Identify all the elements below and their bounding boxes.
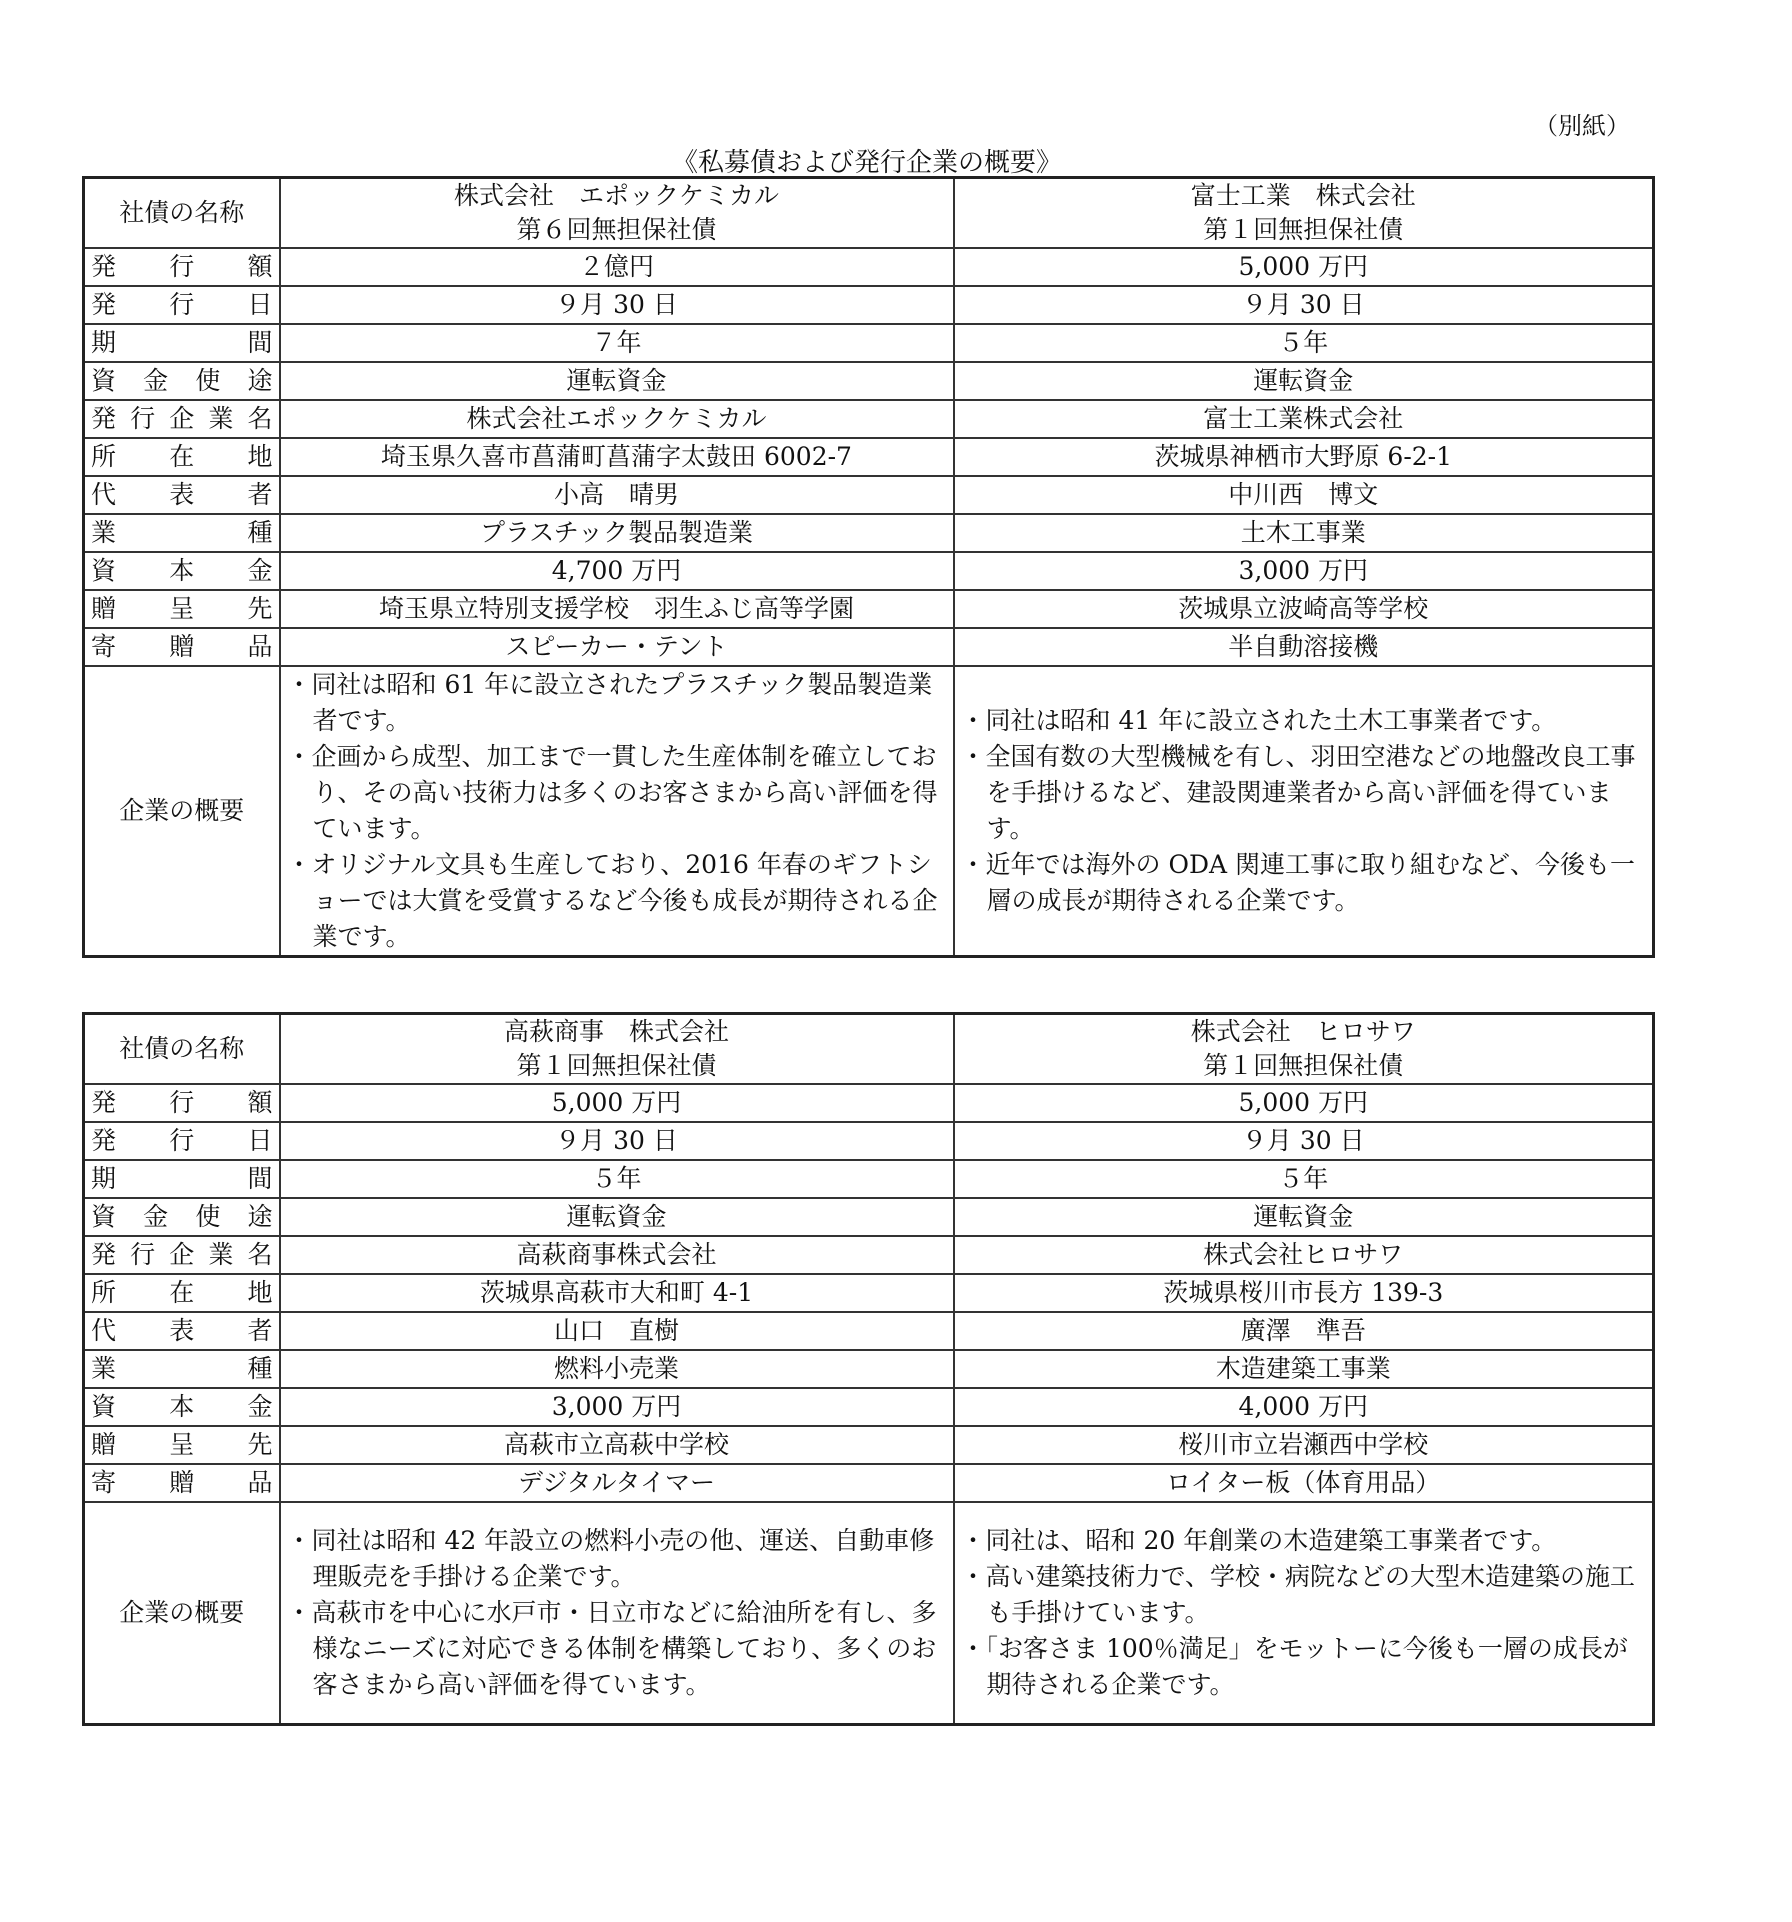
row-use-of-funds [84,1198,1654,1236]
label-industry: 業種 [84,514,280,552]
label-donation: 寄贈品 [84,1464,280,1502]
left-issuer: 株式会社エポックケミカル [280,400,954,438]
row-recipient [84,1426,1654,1464]
right-use-of-funds: 運転資金 [954,1198,1654,1236]
row-use-of-funds [84,362,1654,400]
label-overview: 企業の概要 [84,666,280,957]
left-recipient: 高萩市立高萩中学校 [280,1426,954,1464]
overview-bullet: ・同社は昭和 42 年設立の燃料小売の他、運送、自動車修理販売を手掛ける企業です。 [286,1526,935,1591]
left-representative: 山口 直樹 [280,1312,954,1350]
right-representative: 廣澤 準吾 [954,1312,1654,1350]
left-recipient: 埼玉県立特別支援学校 羽生ふじ高等学園 [280,590,954,628]
right-address: 茨城県神栖市大野原 6-2-1 [954,438,1654,476]
left-term: ７年 [280,324,954,362]
label-capital: 資本金 [84,1388,280,1426]
row-issuer [84,1236,1654,1274]
left-term: ５年 [280,1160,954,1198]
overview-bullet: ・同社は、昭和 20 年創業の木造建築工事業者です。 [960,1526,1557,1555]
row-representative [84,1312,1654,1350]
label-industry: 業種 [84,1350,280,1388]
row-amount [84,248,1654,286]
row-issue-date [84,286,1654,324]
right-amount: 5,000 万円 [954,248,1654,286]
label-representative: 代表者 [84,476,280,514]
left-issue-date: ９月 30 日 [280,1122,954,1160]
overview-bullet: ・全国有数の大型機械を有し、羽田空港などの地盤改良工事を手掛けるなど、建設関連業者から高い評価を得ています。 [960,742,1636,843]
left-address: 茨城県高萩市大和町 4-1 [280,1274,954,1312]
row-issue-date [84,1122,1654,1160]
left-amount: 5,000 万円 [280,1084,954,1122]
right-capital: 4,000 万円 [954,1388,1654,1426]
left-donation: デジタルタイマー [280,1464,954,1502]
left-bond-company: 高萩商事 株式会社 [503,1017,729,1046]
left-amount: ２億円 [280,248,954,286]
left-capital: 4,700 万円 [280,552,954,590]
row-donation [84,628,1654,666]
row-address [84,438,1654,476]
left-representative: 小高 晴男 [280,476,954,514]
label-issue-date: 発行日 [84,1122,280,1160]
right-bond-series: 第１回無担保社債 [1203,215,1404,244]
label-use-of-funds: 資金使途 [84,1198,280,1236]
right-capital: 3,000 万円 [954,552,1654,590]
bond-table-2 [82,1012,1655,1726]
row-issuer [84,400,1654,438]
label-capital: 資本金 [84,552,280,590]
right-representative: 中川西 博文 [954,476,1654,514]
left-overview [280,1502,954,1725]
row-overview [84,1502,1654,1725]
right-overview [954,666,1654,957]
left-capital: 3,000 万円 [280,1388,954,1426]
right-bond-name [954,1014,1654,1085]
label-address: 所在地 [84,1274,280,1312]
row-overview [84,666,1654,957]
label-bond-name: 社債の名称 [84,1014,280,1085]
right-address: 茨城県桜川市長方 139-3 [954,1274,1654,1312]
row-capital [84,1388,1654,1426]
row-representative [84,476,1654,514]
label-issue-date: 発行日 [84,286,280,324]
left-bond-name [280,178,954,249]
left-overview [280,666,954,957]
row-address [84,1274,1654,1312]
right-bond-name [954,178,1654,249]
label-address: 所在地 [84,438,280,476]
left-bond-name [280,1014,954,1085]
right-donation: ロイター板（体育用品） [954,1464,1654,1502]
left-bond-series: 第１回無担保社債 [516,1051,717,1080]
label-term: 期間 [84,1160,280,1198]
row-capital [84,552,1654,590]
overview-bullet: ・同社は昭和 41 年に設立された土木工事業者です。 [960,706,1557,735]
left-bond-company: 株式会社 エポックケミカル [453,181,779,210]
left-industry: プラスチック製品製造業 [280,514,954,552]
overview-bullet: ・高い建築技術力で、学校・病院などの大型木造建築の施工も手掛けています。 [960,1562,1636,1627]
right-donation: 半自動溶接機 [954,628,1654,666]
left-donation: スピーカー・テント [280,628,954,666]
right-issue-date: ９月 30 日 [954,286,1654,324]
right-recipient: 茨城県立波崎高等学校 [954,590,1654,628]
label-representative: 代表者 [84,1312,280,1350]
right-recipient: 桜川市立岩瀬西中学校 [954,1426,1654,1464]
bond-table-1 [82,176,1655,958]
right-industry: 木造建築工事業 [954,1350,1654,1388]
left-address: 埼玉県久喜市菖蒲町菖蒲字太鼓田 6002-7 [280,438,954,476]
overview-bullet: ・同社は昭和 61 年に設立されたプラスチック製品製造業者です。 [286,670,933,735]
label-overview: 企業の概要 [84,1502,280,1725]
label-amount: 発行額 [84,248,280,286]
overview-bullet: ・オリジナル文具も生産しており、2016 年春のギフトショーでは大賞を受賞するなど今後も成長が期待される企業です。 [286,850,938,951]
right-bond-company: 株式会社 ヒロサワ [1190,1017,1416,1046]
overview-bullet: ・企画から成型、加工まで一貫した生産体制を確立しており、その高い技術力は多くのお客さまから高い評価を得ています。 [286,742,938,843]
label-donation: 寄贈品 [84,628,280,666]
row-bond-name [84,178,1654,249]
row-industry [84,514,1654,552]
overview-bullet: ・近年では海外の ODA 関連工事に取り組むなど、今後も一層の成長が期待される企業です。 [960,850,1635,915]
left-industry: 燃料小売業 [280,1350,954,1388]
attachment-label: （別紙） [1534,112,1630,140]
row-bond-name [84,1014,1654,1085]
right-issue-date: ９月 30 日 [954,1122,1654,1160]
right-overview [954,1502,1654,1725]
label-use-of-funds: 資金使途 [84,362,280,400]
row-amount [84,1084,1654,1122]
left-bond-series: 第６回無担保社債 [516,215,717,244]
row-term [84,1160,1654,1198]
left-issue-date: ９月 30 日 [280,286,954,324]
label-recipient: 贈呈先 [84,1426,280,1464]
label-recipient: 贈呈先 [84,590,280,628]
right-bond-series: 第１回無担保社債 [1203,1051,1404,1080]
left-use-of-funds: 運転資金 [280,1198,954,1236]
label-issuer: 発行企業名 [84,400,280,438]
label-amount: 発行額 [84,1084,280,1122]
right-issuer: 株式会社ヒロサワ [954,1236,1654,1274]
label-issuer: 発行企業名 [84,1236,280,1274]
left-issuer: 高萩商事株式会社 [280,1236,954,1274]
right-industry: 土木工事業 [954,514,1654,552]
row-donation [84,1464,1654,1502]
right-use-of-funds: 運転資金 [954,362,1654,400]
overview-bullet: ・「お客さま 100％満足」をモットーに今後も一層の成長が期待される企業です。 [960,1634,1628,1699]
row-recipient [84,590,1654,628]
right-term: ５年 [954,1160,1654,1198]
right-amount: 5,000 万円 [954,1084,1654,1122]
label-bond-name: 社債の名称 [84,178,280,249]
document-title: 《私募債および発行企業の概要》 [671,148,1062,178]
left-use-of-funds: 運転資金 [280,362,954,400]
right-bond-company: 富士工業 株式会社 [1190,181,1416,210]
row-industry [84,1350,1654,1388]
overview-bullet: ・高萩市を中心に水戸市・日立市などに給油所を有し、多様なニーズに対応できる体制を構築しており、多くのお客さまから高い評価を得ています。 [286,1598,937,1699]
right-issuer: 富士工業株式会社 [954,400,1654,438]
row-term [84,324,1654,362]
right-term: ５年 [954,324,1654,362]
label-term: 期間 [84,324,280,362]
